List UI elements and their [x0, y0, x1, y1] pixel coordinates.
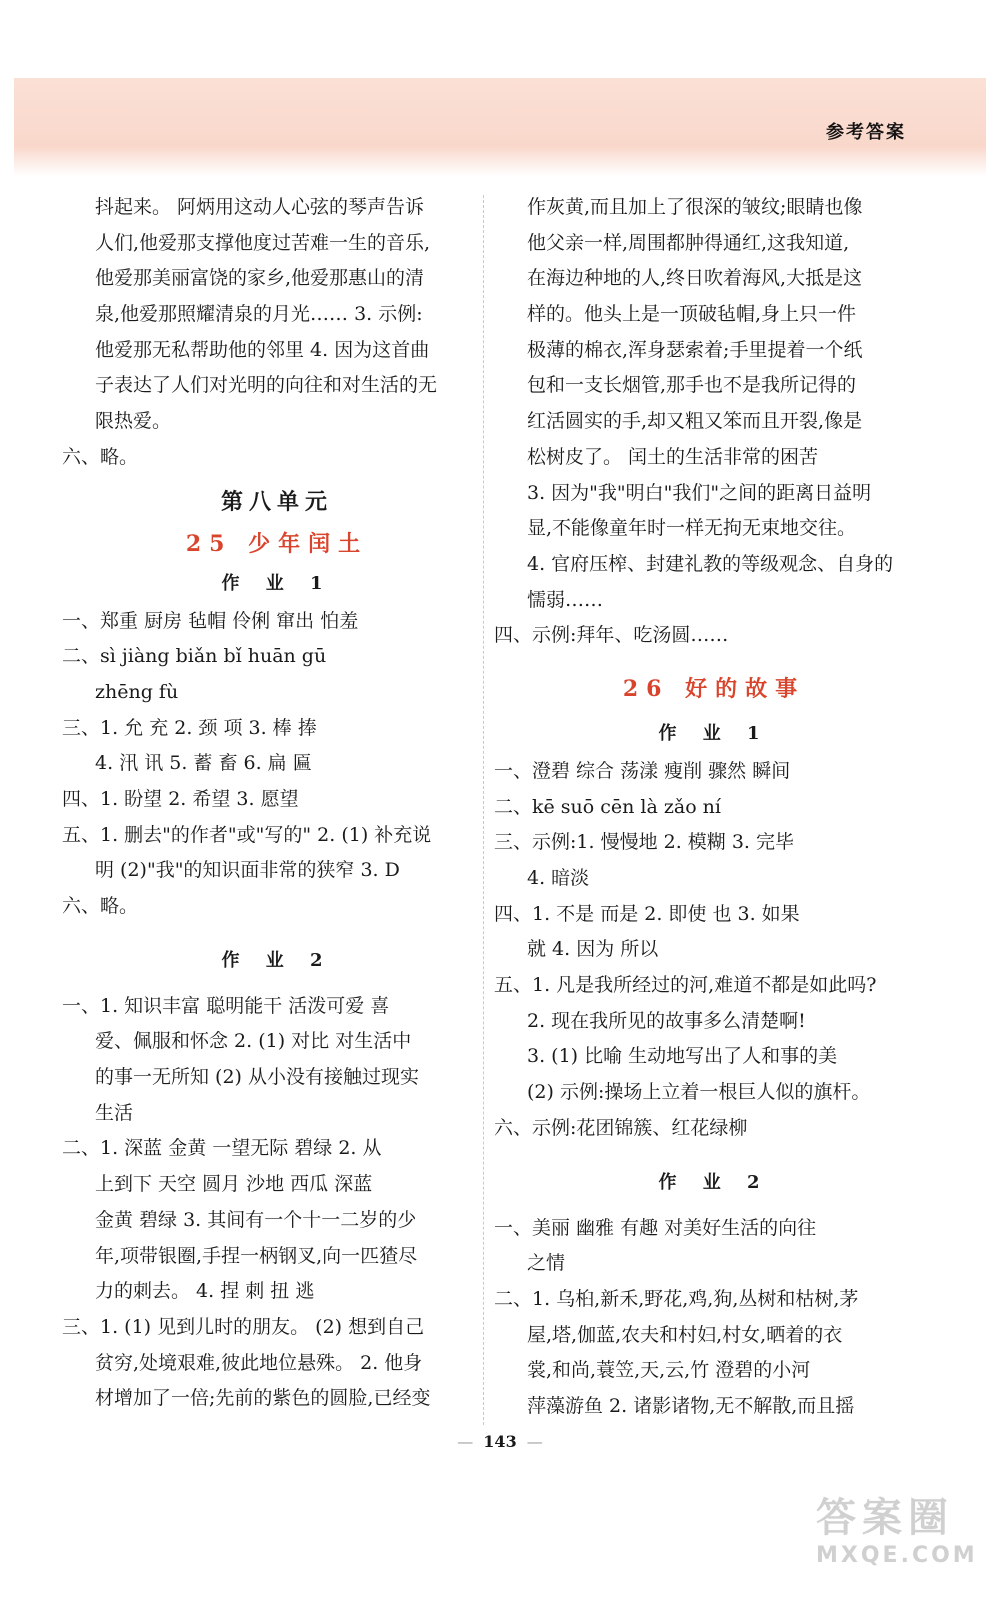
lesson-25-homework-1-answers — [62, 604, 492, 925]
answer-line: 4. 暗淡 — [527, 867, 590, 889]
answer-line: 四、1. 盼望 2. 希望 3. 愿望 — [62, 787, 299, 810]
answer-line: 一、美丽 幽雅 有趣 对美好生活的向往 — [494, 1216, 817, 1239]
answer-line: 包和一支长烟管,那手也不是我所记得的 — [527, 374, 857, 397]
answer-line: 生活 — [95, 1101, 134, 1124]
answer-line: 明 (2)"我"的知识面非常的狭窄 3. D — [95, 859, 400, 882]
answer-line: 六、示例:花团锦簇、红花绿柳 — [494, 1116, 748, 1139]
right-continued-answers — [494, 190, 934, 654]
watermark-bottom-text: MXQE.COM — [816, 1543, 978, 1568]
answer-line: 力的刺去。 4. 捏 刺 扭 逃 — [95, 1280, 315, 1303]
answer-line: 一、澄碧 综合 荡漾 瘦削 骤然 瞬间 — [494, 759, 791, 782]
answer-line: 4. 汛 讯 5. 蓄 畜 6. 扁 匾 — [95, 752, 312, 775]
answer-line: 萍藻游鱼 2. 诸影诸物,无不解散,而且摇 — [527, 1394, 855, 1417]
lesson-26-homework-1-answers — [494, 754, 934, 1147]
answer-line: 样的。他头上是一顶破毡帽,身上只一件 — [527, 303, 857, 326]
answer-line: 他爱那无私帮助他的邻里 4. 因为这首曲 — [95, 338, 430, 361]
answer-line: 三、1. 允 充 2. 颈 项 3. 棒 捧 — [62, 716, 317, 739]
answer-line: 一、郑重 厨房 毡帽 伶俐 窜出 怕羞 — [62, 609, 359, 632]
answer-line: 就 4. 因为 所以 — [527, 938, 659, 961]
answer-line: 二、kē suō cēn là zǎo ní — [494, 795, 721, 818]
left-continued-answers — [62, 190, 492, 476]
answer-line: 年,项带银圈,手捏一柄钢叉,向一匹猹尽 — [95, 1244, 418, 1267]
page-header-band — [14, 78, 986, 176]
answer-line: 六、略。 — [62, 895, 139, 917]
answer-line: 五、1. 凡是我所经过的河,难道不都是如此吗? — [494, 974, 877, 997]
lesson-25-homework-2-answers — [62, 989, 492, 1417]
lesson-25-title: 25 少年闰土 — [185, 530, 369, 557]
lesson-26-homework-2-answers — [494, 1211, 934, 1425]
answer-line: 五、1. 删去"的作者"或"写的" 2. (1) 补充说 — [62, 823, 432, 846]
answer-line: 二、1. 深蓝 金黄 一望无际 碧绿 2. 从 — [62, 1137, 382, 1160]
answer-line: 松树皮了。 闰土的生活非常的困苦 — [527, 445, 819, 468]
answer-line: 上到下 天空 圆月 沙地 西瓜 深蓝 — [95, 1173, 373, 1196]
homework-2-heading-26: 作 业 2 — [658, 1171, 770, 1193]
header-title: 参考答案 — [826, 122, 906, 143]
answer-line: 金黄 碧绿 3. 其间有一个十一二岁的少 — [95, 1208, 417, 1231]
homework-1-heading: 作 业 1 — [221, 572, 333, 594]
answer-line: (2) 示例:操场上立着一根巨人似的旗杆。 — [527, 1081, 871, 1104]
answer-line: 他爱那美丽富饶的家乡,他爱那惠山的清 — [95, 267, 425, 290]
answer-line: 贫穷,处境艰难,彼此地位悬殊。 2. 他身 — [95, 1351, 423, 1374]
answer-line: 子表达了人们对光明的向往和对生活的无 — [95, 374, 438, 397]
answer-line: 材增加了一倍;先前的紫色的圆脸,已经变 — [95, 1387, 431, 1410]
answer-line: 抖起来。 阿炳用这动人心弦的琴声告诉 — [95, 196, 425, 218]
answer-line: 屋,塔,伽蓝,农夫和村妇,村女,晒着的衣 — [527, 1323, 843, 1346]
unit-title: 第八单元 — [220, 488, 333, 515]
answer-line: 2. 现在我所见的故事多么清楚啊! — [527, 1009, 806, 1032]
answer-line: 在海边种地的人,终日吹着海风,大抵是这 — [527, 267, 863, 290]
answer-line: 3. 因为"我"明白"我们"之间的距离日益明 — [527, 481, 872, 504]
answer-line: 二、sì jiàng biǎn bǐ huān gū — [62, 645, 327, 668]
lesson-26-title: 26 好的故事 — [622, 675, 806, 702]
watermark-logo — [816, 1486, 976, 1576]
answer-line: 之情 — [527, 1252, 566, 1275]
answer-line: 显,不能像童年时一样无拘无束地交往。 — [527, 517, 857, 540]
answer-line: 他父亲一样,周围都肿得通红,这我知道, — [527, 231, 850, 254]
answer-line: 4. 官府压榨、封建礼教的等级观念、自身的 — [527, 552, 894, 575]
answer-line: 极薄的棉衣,浑身瑟索着;手里提着一个纸 — [527, 338, 863, 361]
answer-line: 二、1. 乌桕,新禾,野花,鸡,狗,丛树和枯树,茅 — [494, 1287, 859, 1310]
answer-line: 限热爱。 — [95, 410, 172, 433]
answer-line: zhēng fù — [95, 680, 179, 703]
answer-line: 懦弱…… — [527, 588, 604, 611]
left-column — [62, 190, 492, 1417]
right-column — [494, 190, 934, 1425]
answer-line: 3. (1) 比喻 生动地写出了人和事的美 — [527, 1045, 838, 1068]
answer-line: 作灰黄,而且加上了很深的皱纹;眼睛也像 — [527, 196, 863, 218]
watermark-top-text: 答案圈 — [816, 1495, 954, 1541]
homework-2-heading: 作 业 2 — [221, 949, 333, 971]
answer-line: 裳,和尚,蓑笠,天,云,竹 澄碧的小河 — [527, 1359, 811, 1382]
answer-line: 人们,他爱那支撑他度过苦难一生的音乐, — [95, 231, 431, 254]
answer-line: 的事一无所知 (2) 从小没有接触过现实 — [95, 1066, 419, 1089]
answer-line: 泉,他爱那照耀清泉的月光…… 3. 示例: — [95, 303, 423, 326]
answer-line: 一、1. 知识丰富 聪明能干 活泼可爱 喜 — [62, 994, 390, 1017]
answer-line: 三、1. (1) 见到儿时的朋友。 (2) 想到自己 — [62, 1315, 425, 1338]
answer-line: 六、略。 — [62, 445, 139, 468]
answer-line: 红活圆实的手,却又粗又笨而且开裂,像是 — [527, 410, 863, 433]
homework-1-heading-26: 作 业 1 — [658, 722, 770, 744]
answer-line: 爱、佩服和怀念 2. (1) 对比 对生活中 — [95, 1030, 412, 1053]
page-number: — 143 — — [0, 1432, 1000, 1451]
answer-line: 四、1. 不是 而是 2. 即使 也 3. 如果 — [494, 902, 800, 925]
answer-line: 三、示例:1. 慢慢地 2. 模糊 3. 完毕 — [494, 831, 794, 854]
answer-line: 四、示例:拜年、吃汤圆…… — [494, 624, 729, 647]
